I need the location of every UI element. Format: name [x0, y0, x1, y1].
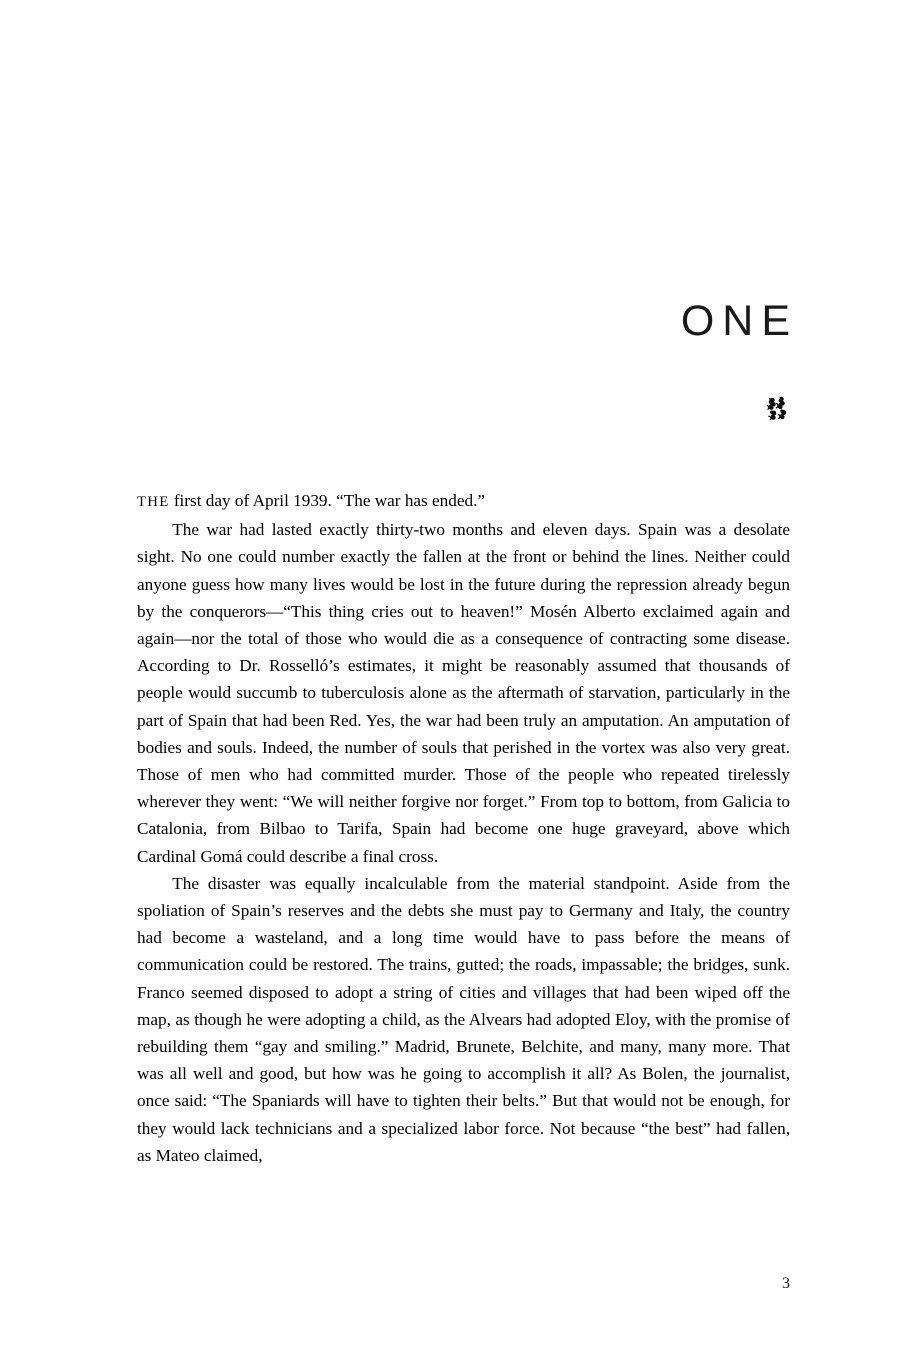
- paragraph-1: The war had lasted exactly thirty-two months and eleven days. Spain was a desolate sight. No one could number exactly the fallen at the front or behind the lines. Neither could anyone guess how many lives would be lost in the future during the repression already begun by the conquerors—“This thing cries out to heaven!” Mosén Alberto exclaimed again and again—nor the total of those who would die as a consequence of contracting some disease. According to Dr. Rosselló’s estimates, it might be reasonably assumed that thousands of people would succumb to tuberculosis alone as the aftermath of starvation, particularly in the part of Spain that had been Red. Yes, the war had been truly an amputation. An amputation of bodies and souls. Indeed, the number of souls that perished in the vortex was also very great. Those of men who had committed murder. Those of the people who repeated tirelessly wherever they went: “We will neither forgive nor forget.” From top to bottom, from Galicia to Catalonia, from Bilbao to Tarifa, Spain had become one huge graveyard, above which Cardinal Gomá could describe a final cross.: [137, 520, 790, 866]
- body-text-block: [137, 487, 790, 1169]
- page-number-folio: 3: [782, 1275, 790, 1292]
- opening-small-caps: THE: [137, 494, 170, 510]
- chapter-number-title: ONE: [680, 297, 798, 345]
- paragraph-2: The disaster was equally incalculable from the material standpoint. Aside from the spoliation of Spain’s reserves and the debts she must pay to Germany and Italy, the country had become a wasteland, and a long time would have to pass before the means of communication could be restored. The trains, gutted; the roads, impassable; the bridges, sunk. Franco seemed disposed to adopt a string of cities and villages that had been wiped off the map, as though he were adopting a child, as the Alvears had adopted Eloy, with the promise of rebuilding them “gay and smiling.” Madrid, Brunete, Belchite, and many, many more. That was all well and good, but how was he going to accomplish it all? As Bolen, the journalist, once said: “The Spaniards will have to tighten their belts.” But that would not be enough, for they would lack technicians and a specialized labor force. Not because “the best” had fallen, as Mateo claimed,: [137, 873, 790, 1165]
- opening-rest: first day of April 1939. “The war has ended.”: [169, 491, 485, 510]
- decorative-fleuron-icon: [137, 395, 790, 421]
- paragraph-opening: [137, 487, 790, 516]
- chapter-heading-block: [137, 297, 798, 421]
